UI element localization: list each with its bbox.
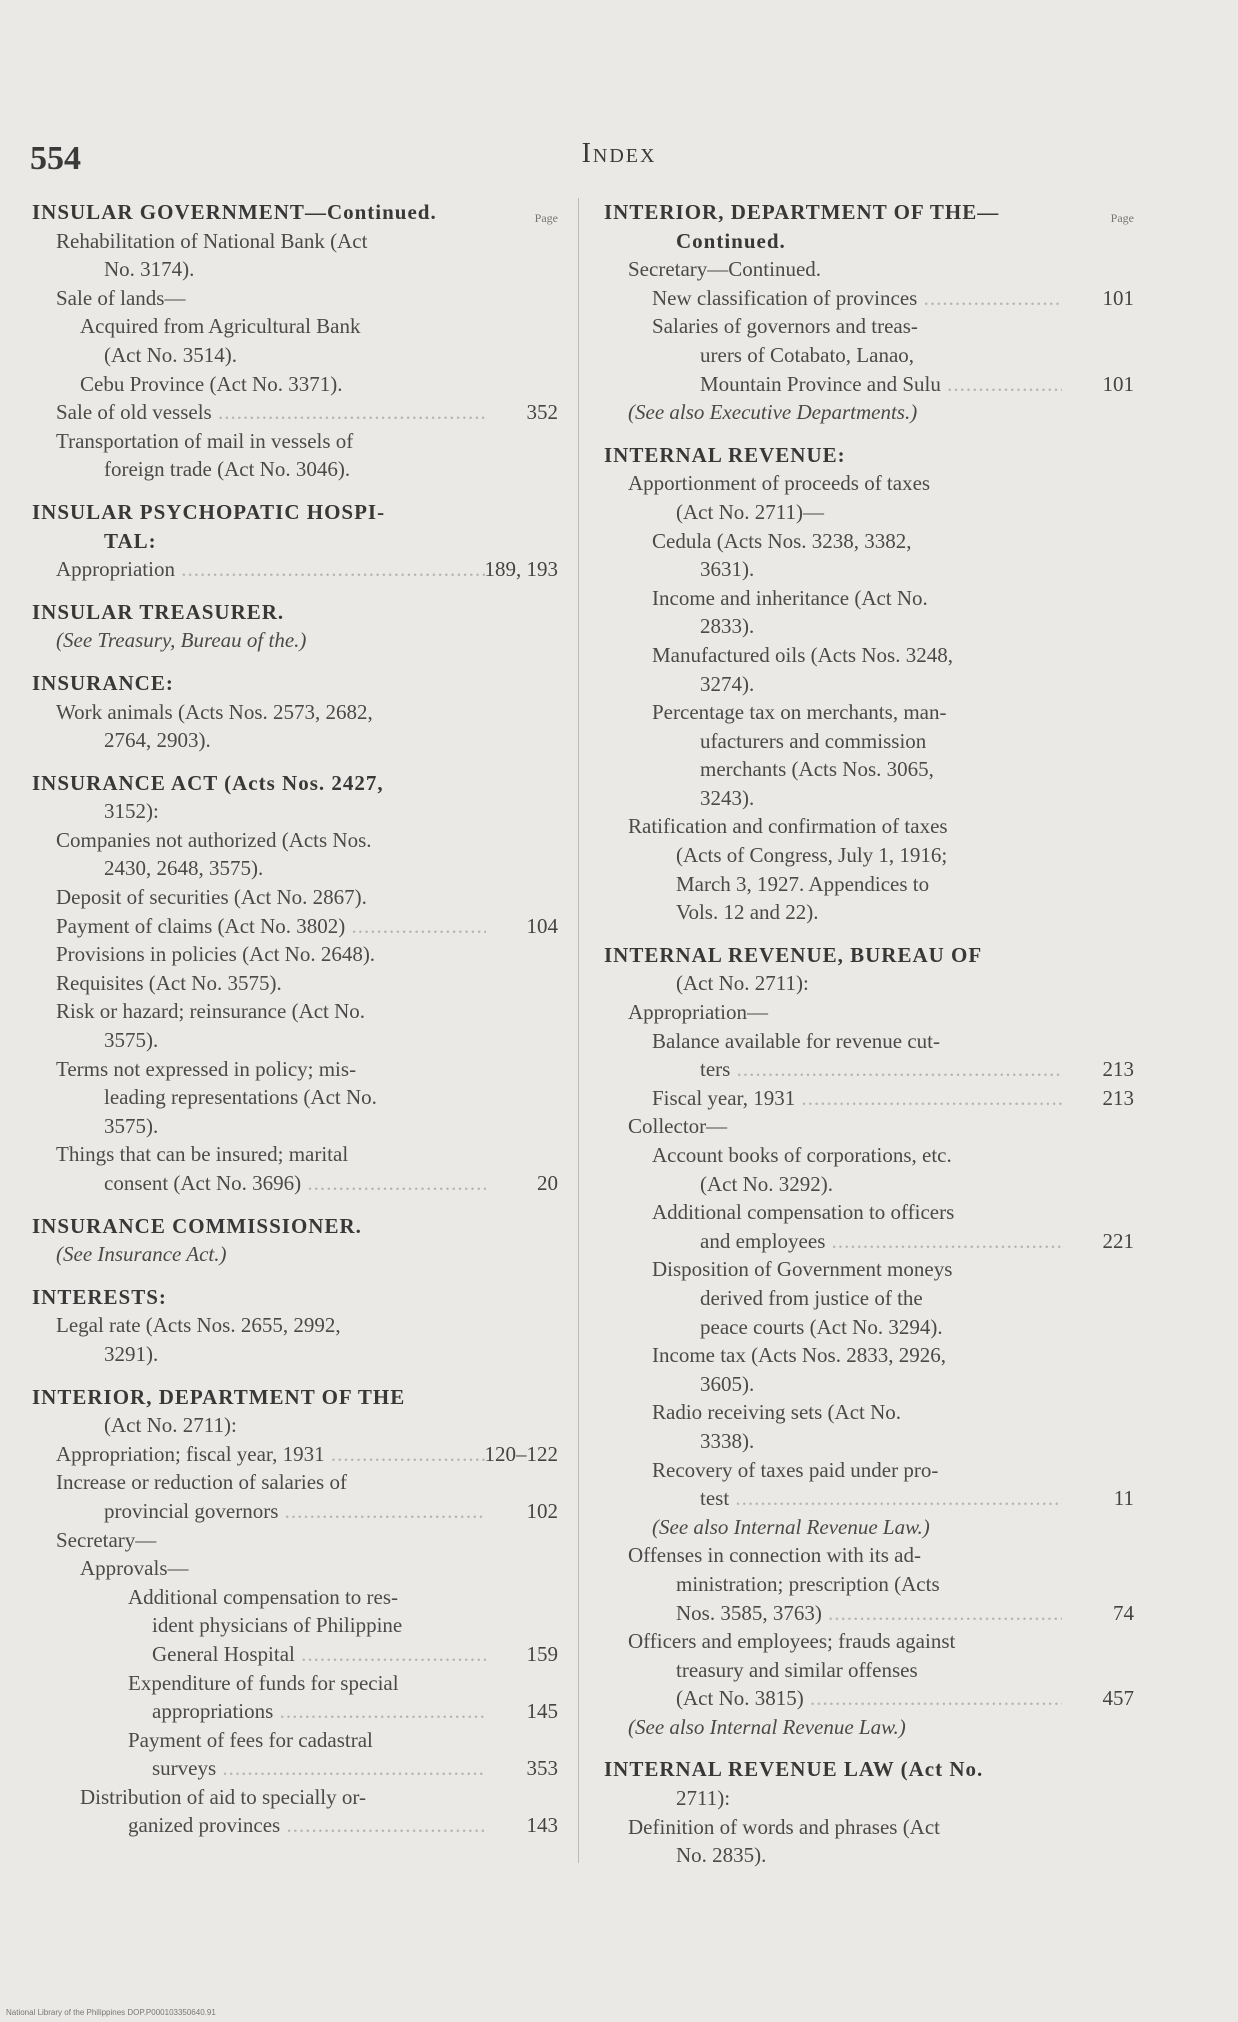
index-entry [32, 1112, 558, 1141]
index-entry [604, 898, 1134, 927]
index-entry [32, 1083, 558, 1112]
entry-text: 2711): [676, 1786, 731, 1811]
index-entry [32, 826, 558, 855]
column-rule [578, 198, 579, 1863]
index-entry [604, 1112, 1134, 1141]
index-entry [32, 1811, 558, 1840]
index-heading [32, 669, 558, 698]
index-entry [32, 969, 558, 998]
page-reference: 120–122 [484, 1441, 558, 1466]
index-entry [604, 1341, 1134, 1370]
index-entry [32, 1497, 558, 1526]
index-entry [604, 584, 1134, 613]
page-reference: 101 [1102, 371, 1134, 396]
index-entry [604, 969, 1134, 998]
footer-note: National Library of the Philippines DOP.P000103350640.91 [6, 2008, 216, 2017]
page-reference: 159 [526, 1641, 558, 1666]
entry-text: 3575). [104, 1113, 159, 1138]
entry-text: Secretary—Continued. [628, 257, 822, 282]
entry-text: Rehabilitation of National Bank (Act [56, 228, 368, 253]
index-entry [604, 1227, 1134, 1256]
entry-text: Appropriation ..... [56, 555, 486, 584]
index-entry [32, 1240, 558, 1269]
page-reference: 104 [526, 913, 558, 938]
entry-text: Requisites (Act No. 3575). [56, 970, 282, 995]
entry-text: peace courts (Act No. 3294). [700, 1314, 943, 1339]
entry-text: Secretary— [56, 1527, 157, 1552]
entry-text: Percentage tax on merchants, man- [652, 700, 947, 725]
index-entry [32, 1468, 558, 1497]
entry-text: Transportation of mail in vessels of [56, 428, 354, 453]
index-entry [32, 1640, 558, 1669]
entry-text: Expenditure of funds for special [128, 1670, 399, 1695]
index-entry [604, 670, 1134, 699]
index-entry [32, 1783, 558, 1812]
index-heading [604, 941, 1134, 970]
entry-text: Vols. 12 and 22). [676, 900, 819, 925]
entry-text: Disposition of Government moneys [652, 1257, 953, 1282]
entry-text: Appropriation— [628, 1000, 768, 1025]
index-entry [32, 1311, 558, 1340]
entry-text: (Act No. 2711)— [676, 499, 824, 524]
page-number: 554 [30, 140, 81, 177]
index-entry [32, 555, 558, 584]
page-reference: 20 [537, 1171, 558, 1195]
index-entry [604, 755, 1134, 784]
index-entry [604, 1570, 1134, 1599]
entry-text: Payment of fees for cadastral [128, 1727, 373, 1752]
index-entry [32, 1583, 558, 1612]
index-entry [604, 1627, 1134, 1656]
page-reference: 189, 193 [484, 557, 558, 582]
index-entry [604, 1684, 1134, 1713]
index-entry [32, 1440, 558, 1469]
entry-text: INTERNAL REVENUE, BUREAU OF [604, 942, 983, 967]
entry-text: Sale of lands— [56, 285, 186, 310]
entry-text: treasury and similar offenses [676, 1657, 918, 1682]
index-entry [32, 1554, 558, 1583]
index-entry [32, 1526, 558, 1555]
entry-text: INSURANCE ACT (Acts Nos. 2427, [32, 770, 384, 795]
entry-text: INTERNAL REVENUE LAW (Act No. [604, 1757, 984, 1782]
entry-text: ganized provinces ..... [128, 1811, 486, 1840]
entry-text: Appropriation; fiscal year, 1931 ..... [56, 1440, 486, 1469]
entry-text: ident physicians of Philippine [152, 1613, 403, 1638]
index-heading [604, 1755, 1134, 1784]
index-entry [604, 1813, 1134, 1842]
index-entry [32, 1140, 558, 1169]
index-entry [604, 1141, 1134, 1170]
entry-text: Cedula (Acts Nos. 3238, 3382, [652, 528, 912, 553]
entry-text: INSURANCE: [32, 670, 174, 695]
entry-text: Risk or hazard; reinsurance (Act No. [56, 999, 366, 1024]
page-reference: 102 [526, 1498, 558, 1523]
entry-text: 2764, 2903). [104, 728, 211, 753]
page-reference: 74 [1113, 1600, 1134, 1625]
entry-text: Salaries of governors and treas- [652, 314, 918, 339]
index-entry [604, 398, 1134, 427]
entry-text: Collector— [628, 1114, 728, 1139]
entry-text: Work animals (Acts Nos. 2573, 2682, [56, 699, 373, 724]
entry-text: foreign trade (Act No. 3046). [104, 457, 351, 482]
entry-text: (See also Executive Departments.) [628, 400, 918, 425]
index-entry [32, 284, 558, 313]
page-column-label: Page [1110, 211, 1134, 225]
index-entry [32, 398, 558, 427]
index-entry [604, 370, 1134, 399]
index-entry [604, 255, 1134, 284]
index-entry [32, 1754, 558, 1783]
entry-text: General Hospital ..... [152, 1640, 486, 1669]
entry-text: (Act No. 3292). [700, 1171, 833, 1196]
page-column-label: Page [534, 211, 558, 225]
index-entry [604, 1513, 1134, 1542]
index-entry [604, 870, 1134, 899]
index-heading [32, 498, 558, 527]
entry-text: March 3, 1927. Appendices to [676, 871, 930, 896]
entry-text: 3605). [700, 1371, 755, 1396]
index-entry [32, 227, 558, 256]
entry-text: ministration; prescription (Acts [676, 1571, 940, 1596]
entry-text: Cebu Province (Act No. 3371). [80, 371, 343, 396]
index-entry [604, 641, 1134, 670]
index-entry [32, 312, 558, 341]
index-heading [32, 769, 558, 798]
index-entry [32, 1340, 558, 1369]
index-entry [604, 341, 1134, 370]
index-heading [32, 1212, 558, 1241]
page-reference: 145 [526, 1699, 558, 1724]
entry-text: 3338). [700, 1428, 755, 1453]
index-entry [32, 341, 558, 370]
index-entry [604, 812, 1134, 841]
index-entry [32, 726, 558, 755]
entry-text: INSURANCE COMMISSIONER. [32, 1213, 362, 1238]
entry-text: 3631). [700, 557, 755, 582]
index-entry [32, 797, 558, 826]
page-reference: 221 [1102, 1228, 1134, 1253]
index-entry [32, 1055, 558, 1084]
index-entry [604, 841, 1134, 870]
entry-text: 3575). [104, 1028, 159, 1053]
index-entry [32, 370, 558, 399]
entry-text: Distribution of aid to specially or- [80, 1784, 366, 1809]
index-entry [604, 312, 1134, 341]
index-entry [32, 1169, 558, 1198]
entry-text: 3291). [104, 1341, 159, 1366]
page-reference: 353 [526, 1756, 558, 1781]
entry-text: appropriations ..... [152, 1697, 486, 1726]
page-reference: 457 [1102, 1686, 1134, 1711]
entry-text: surveys ..... [152, 1754, 486, 1783]
entry-text: Income and inheritance (Act No. [652, 585, 928, 610]
entry-text: urers of Cotabato, Lanao, [700, 342, 915, 367]
index-entry [604, 1713, 1134, 1742]
entry-text: Things that can be insured; marital [56, 1142, 349, 1167]
entry-text: (Act No. 2711): [104, 1413, 237, 1438]
index-entry [32, 1669, 558, 1698]
entry-text: Account books of corporations, etc. [652, 1143, 952, 1167]
entry-text: ufacturers and commission [700, 728, 927, 753]
entry-text: derived from justice of the [700, 1285, 923, 1310]
page-reference: 213 [1102, 1085, 1134, 1110]
entry-text: No. 3174). [104, 257, 195, 282]
entry-text: 2430, 2648, 3575). [104, 856, 264, 881]
entry-text: INSULAR TREASURER. [32, 599, 285, 624]
entry-text: 3274). [700, 671, 755, 696]
index-entry [604, 1456, 1134, 1485]
entry-text: Balance available for revenue cut- [652, 1028, 941, 1053]
index-entry [604, 1541, 1134, 1570]
index-entry [32, 854, 558, 883]
entry-text: (See Insurance Act.) [56, 1242, 227, 1267]
entry-text: INTERNAL REVENUE: [604, 442, 846, 467]
index-entry [604, 784, 1134, 813]
entry-text: TAL: [104, 528, 157, 553]
entry-text: Apportionment of proceeds of taxes [628, 471, 931, 496]
page-reference: 213 [1102, 1057, 1134, 1082]
entry-text: and employees ..... [700, 1227, 1062, 1256]
index-entry [604, 498, 1134, 527]
entry-text: INTERIOR, DEPARTMENT OF THE [32, 1384, 406, 1409]
index-entry [32, 698, 558, 727]
entry-text: Radio receiving sets (Act No. [652, 1400, 902, 1425]
entry-text: merchants (Acts Nos. 3065, [700, 757, 934, 782]
index-heading [32, 198, 558, 227]
index-entry [604, 1284, 1134, 1313]
entry-text: (Act No. 2711): [676, 971, 809, 996]
index-entry [32, 912, 558, 941]
index-heading [32, 1383, 558, 1412]
index-entry [32, 626, 558, 655]
index-entry [604, 1198, 1134, 1227]
entry-text: INTERIOR, DEPARTMENT OF THE— [604, 200, 1000, 224]
page-reference: 143 [526, 1813, 558, 1838]
index-entry [604, 1484, 1134, 1513]
entry-text: Additional compensation to res- [128, 1584, 399, 1609]
entry-text: Terms not expressed in policy; mis- [56, 1056, 357, 1081]
entry-text: No. 2835). [676, 1843, 767, 1868]
entry-text: Legal rate (Acts Nos. 2655, 2992, [56, 1313, 341, 1338]
entry-text: (See also Internal Revenue Law.) [652, 1514, 930, 1539]
entry-text: leading representations (Act No. [104, 1085, 377, 1110]
index-entry [604, 1427, 1134, 1456]
page-reference: 352 [526, 400, 558, 425]
entry-text: Companies not authorized (Acts Nos. [56, 827, 372, 852]
entry-text: Additional compensation to officers [652, 1200, 955, 1225]
entry-text: (See Treasury, Bureau of the.) [56, 628, 307, 653]
entry-text: INSULAR GOVERNMENT—Continued. [32, 200, 437, 224]
index-entry [32, 997, 558, 1026]
right-column [604, 198, 1134, 1870]
entry-text: Officers and employees; frauds against [628, 1629, 956, 1654]
entry-text: Acquired from Agricultural Bank [80, 314, 361, 339]
entry-text: 3243). [700, 785, 755, 810]
index-entry [604, 1398, 1134, 1427]
index-heading [32, 1283, 558, 1312]
index-heading [32, 527, 558, 556]
index-entry [604, 727, 1134, 756]
index-entry [32, 1697, 558, 1726]
entry-text: Continued. [676, 228, 786, 253]
running-head: Index [581, 138, 657, 169]
entry-text: consent (Act No. 3696) ..... [104, 1169, 486, 1198]
entry-text: Sale of old vessels ..... [56, 398, 486, 427]
entry-text: Provisions in policies (Act No. 2648). [56, 942, 376, 967]
index-heading [604, 227, 1134, 256]
index-entry [604, 555, 1134, 584]
entry-text: ters ..... [700, 1055, 1062, 1084]
index-entry [604, 1599, 1134, 1628]
entry-text: Nos. 3585, 3763) ..... [676, 1599, 1062, 1628]
entry-text: New classification of provinces ..... [652, 284, 1062, 313]
entry-text: Fiscal year, 1931 ..... [652, 1084, 1062, 1113]
index-heading [32, 598, 558, 627]
index-entry [604, 1084, 1134, 1113]
index-entry [32, 1611, 558, 1640]
index-entry [604, 469, 1134, 498]
index-entry [32, 455, 558, 484]
entry-text: 2833). [700, 614, 755, 639]
index-entry [604, 1370, 1134, 1399]
index-entry [32, 427, 558, 456]
index-entry [32, 255, 558, 284]
entry-text: Definition of words and phrases (Act [628, 1814, 941, 1839]
entry-text: test ..... [700, 1484, 1062, 1513]
entry-text: Income tax (Acts Nos. 2833, 2926, [652, 1343, 946, 1368]
index-entry [604, 1313, 1134, 1342]
index-entry [604, 698, 1134, 727]
entry-text: (Act No. 3815) ..... [676, 1684, 1062, 1713]
index-heading [604, 198, 1134, 227]
left-column [32, 198, 558, 1840]
entry-text: Manufactured oils (Acts Nos. 3248, [652, 642, 953, 667]
entry-text: Offenses in connection with its ad- [628, 1543, 921, 1568]
entry-text: (See also Internal Revenue Law.) [628, 1714, 906, 1739]
index-entry [604, 1784, 1134, 1813]
entry-text: Recovery of taxes paid under pro- [652, 1457, 939, 1482]
entry-text: Increase or reduction of salaries of [56, 1470, 347, 1495]
page-reference: 101 [1102, 285, 1134, 310]
entry-text: (Acts of Congress, July 1, 1916; [676, 843, 948, 868]
entry-text: Payment of claims (Act No. 3802) ..... [56, 912, 486, 941]
index-entry [604, 1027, 1134, 1056]
index-entry [604, 612, 1134, 641]
entry-text: 3152): [104, 799, 159, 824]
index-entry [32, 1411, 558, 1440]
index-entry [604, 1255, 1134, 1284]
index-entry [32, 1026, 558, 1055]
entry-text: Approvals— [80, 1556, 189, 1581]
index-heading [604, 441, 1134, 470]
index-entry [32, 883, 558, 912]
index-entry [604, 1170, 1134, 1199]
index-entry [32, 940, 558, 969]
entry-text: provincial governors ..... [104, 1497, 486, 1526]
index-entry [604, 1656, 1134, 1685]
index-entry [604, 1055, 1134, 1084]
index-entry [604, 998, 1134, 1027]
entry-text: INSULAR PSYCHOPATIC HOSPI- [32, 499, 386, 524]
entry-text: INTERESTS: [32, 1284, 167, 1309]
entry-text: Mountain Province and Sulu ..... [700, 370, 1062, 399]
page-reference: 11 [1113, 1486, 1134, 1511]
index-entry [604, 527, 1134, 556]
entry-text: Deposit of securities (Act No. 2867). [56, 885, 367, 910]
index-entry [32, 1726, 558, 1755]
index-entry [604, 284, 1134, 313]
entry-text: (Act No. 3514). [104, 342, 237, 367]
index-entry [604, 1841, 1134, 1870]
entry-text: Ratification and confirmation of taxes [628, 814, 948, 839]
